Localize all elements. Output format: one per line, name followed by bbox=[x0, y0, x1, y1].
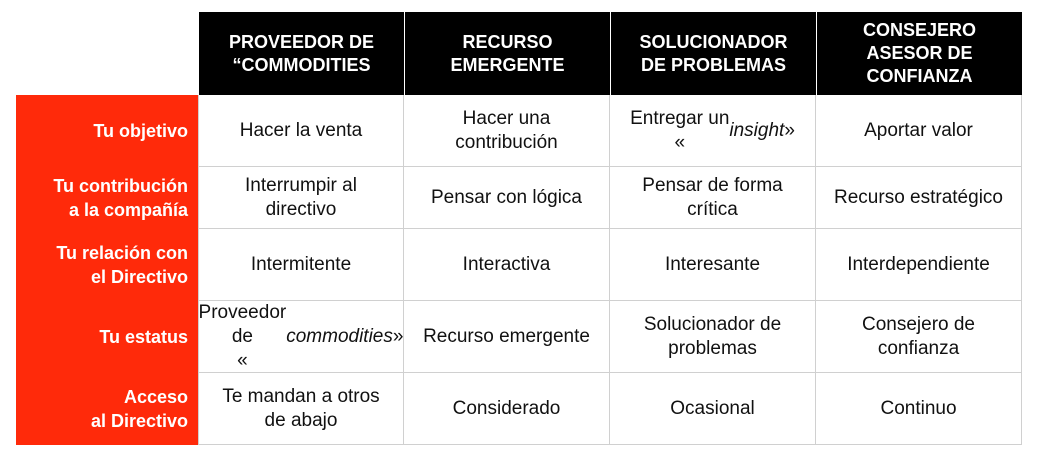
table-cell: Continuo bbox=[816, 373, 1022, 445]
table-cell: Entregar un « insight » bbox=[610, 95, 816, 167]
column-header-consejero: CONSEJERO ASESOR DE CONFIANZA bbox=[816, 12, 1022, 95]
row-label-contribucion: Tu contribución a la compañía bbox=[16, 167, 198, 229]
column-header-solucionador: SOLUCIONADOR DE PROBLEMAS bbox=[610, 12, 816, 95]
table-cell: Interdependiente bbox=[816, 229, 1022, 301]
row-label-objetivo: Tu objetivo bbox=[16, 95, 198, 167]
table-cell: Pensar de forma crítica bbox=[610, 167, 816, 229]
comparison-table bbox=[16, 12, 1022, 445]
table-cell: Solucionador de problemas bbox=[610, 301, 816, 373]
table-cell: Pensar con lógica bbox=[404, 167, 610, 229]
column-header-recurso: RECURSO EMERGENTE bbox=[404, 12, 610, 95]
table-cell: Interesante bbox=[610, 229, 816, 301]
table-cell: Recurso emergente bbox=[404, 301, 610, 373]
table-cell: Hacer la venta bbox=[198, 95, 404, 167]
table-cell: Aportar valor bbox=[816, 95, 1022, 167]
row-label-relacion: Tu relación con el Directivo bbox=[16, 229, 198, 301]
table-cell: Te mandan a otros de abajo bbox=[198, 373, 404, 445]
table-corner bbox=[16, 12, 198, 95]
table-cell: Ocasional bbox=[610, 373, 816, 445]
table-cell: Interactiva bbox=[404, 229, 610, 301]
row-label-acceso: Acceso al Directivo bbox=[16, 373, 198, 445]
table-cell: Interrumpir al directivo bbox=[198, 167, 404, 229]
column-header-commodities: PROVEEDOR DE “COMMODITIES bbox=[198, 12, 404, 95]
table-cell: Consejero de confianza bbox=[816, 301, 1022, 373]
row-label-estatus: Tu estatus bbox=[16, 301, 198, 373]
table-cell: Considerado bbox=[404, 373, 610, 445]
table-cell: Proveedor de « commodities » bbox=[198, 301, 404, 373]
table-cell: Intermitente bbox=[198, 229, 404, 301]
table-cell: Recurso estratégico bbox=[816, 167, 1022, 229]
table-cell: Hacer una contribución bbox=[404, 95, 610, 167]
